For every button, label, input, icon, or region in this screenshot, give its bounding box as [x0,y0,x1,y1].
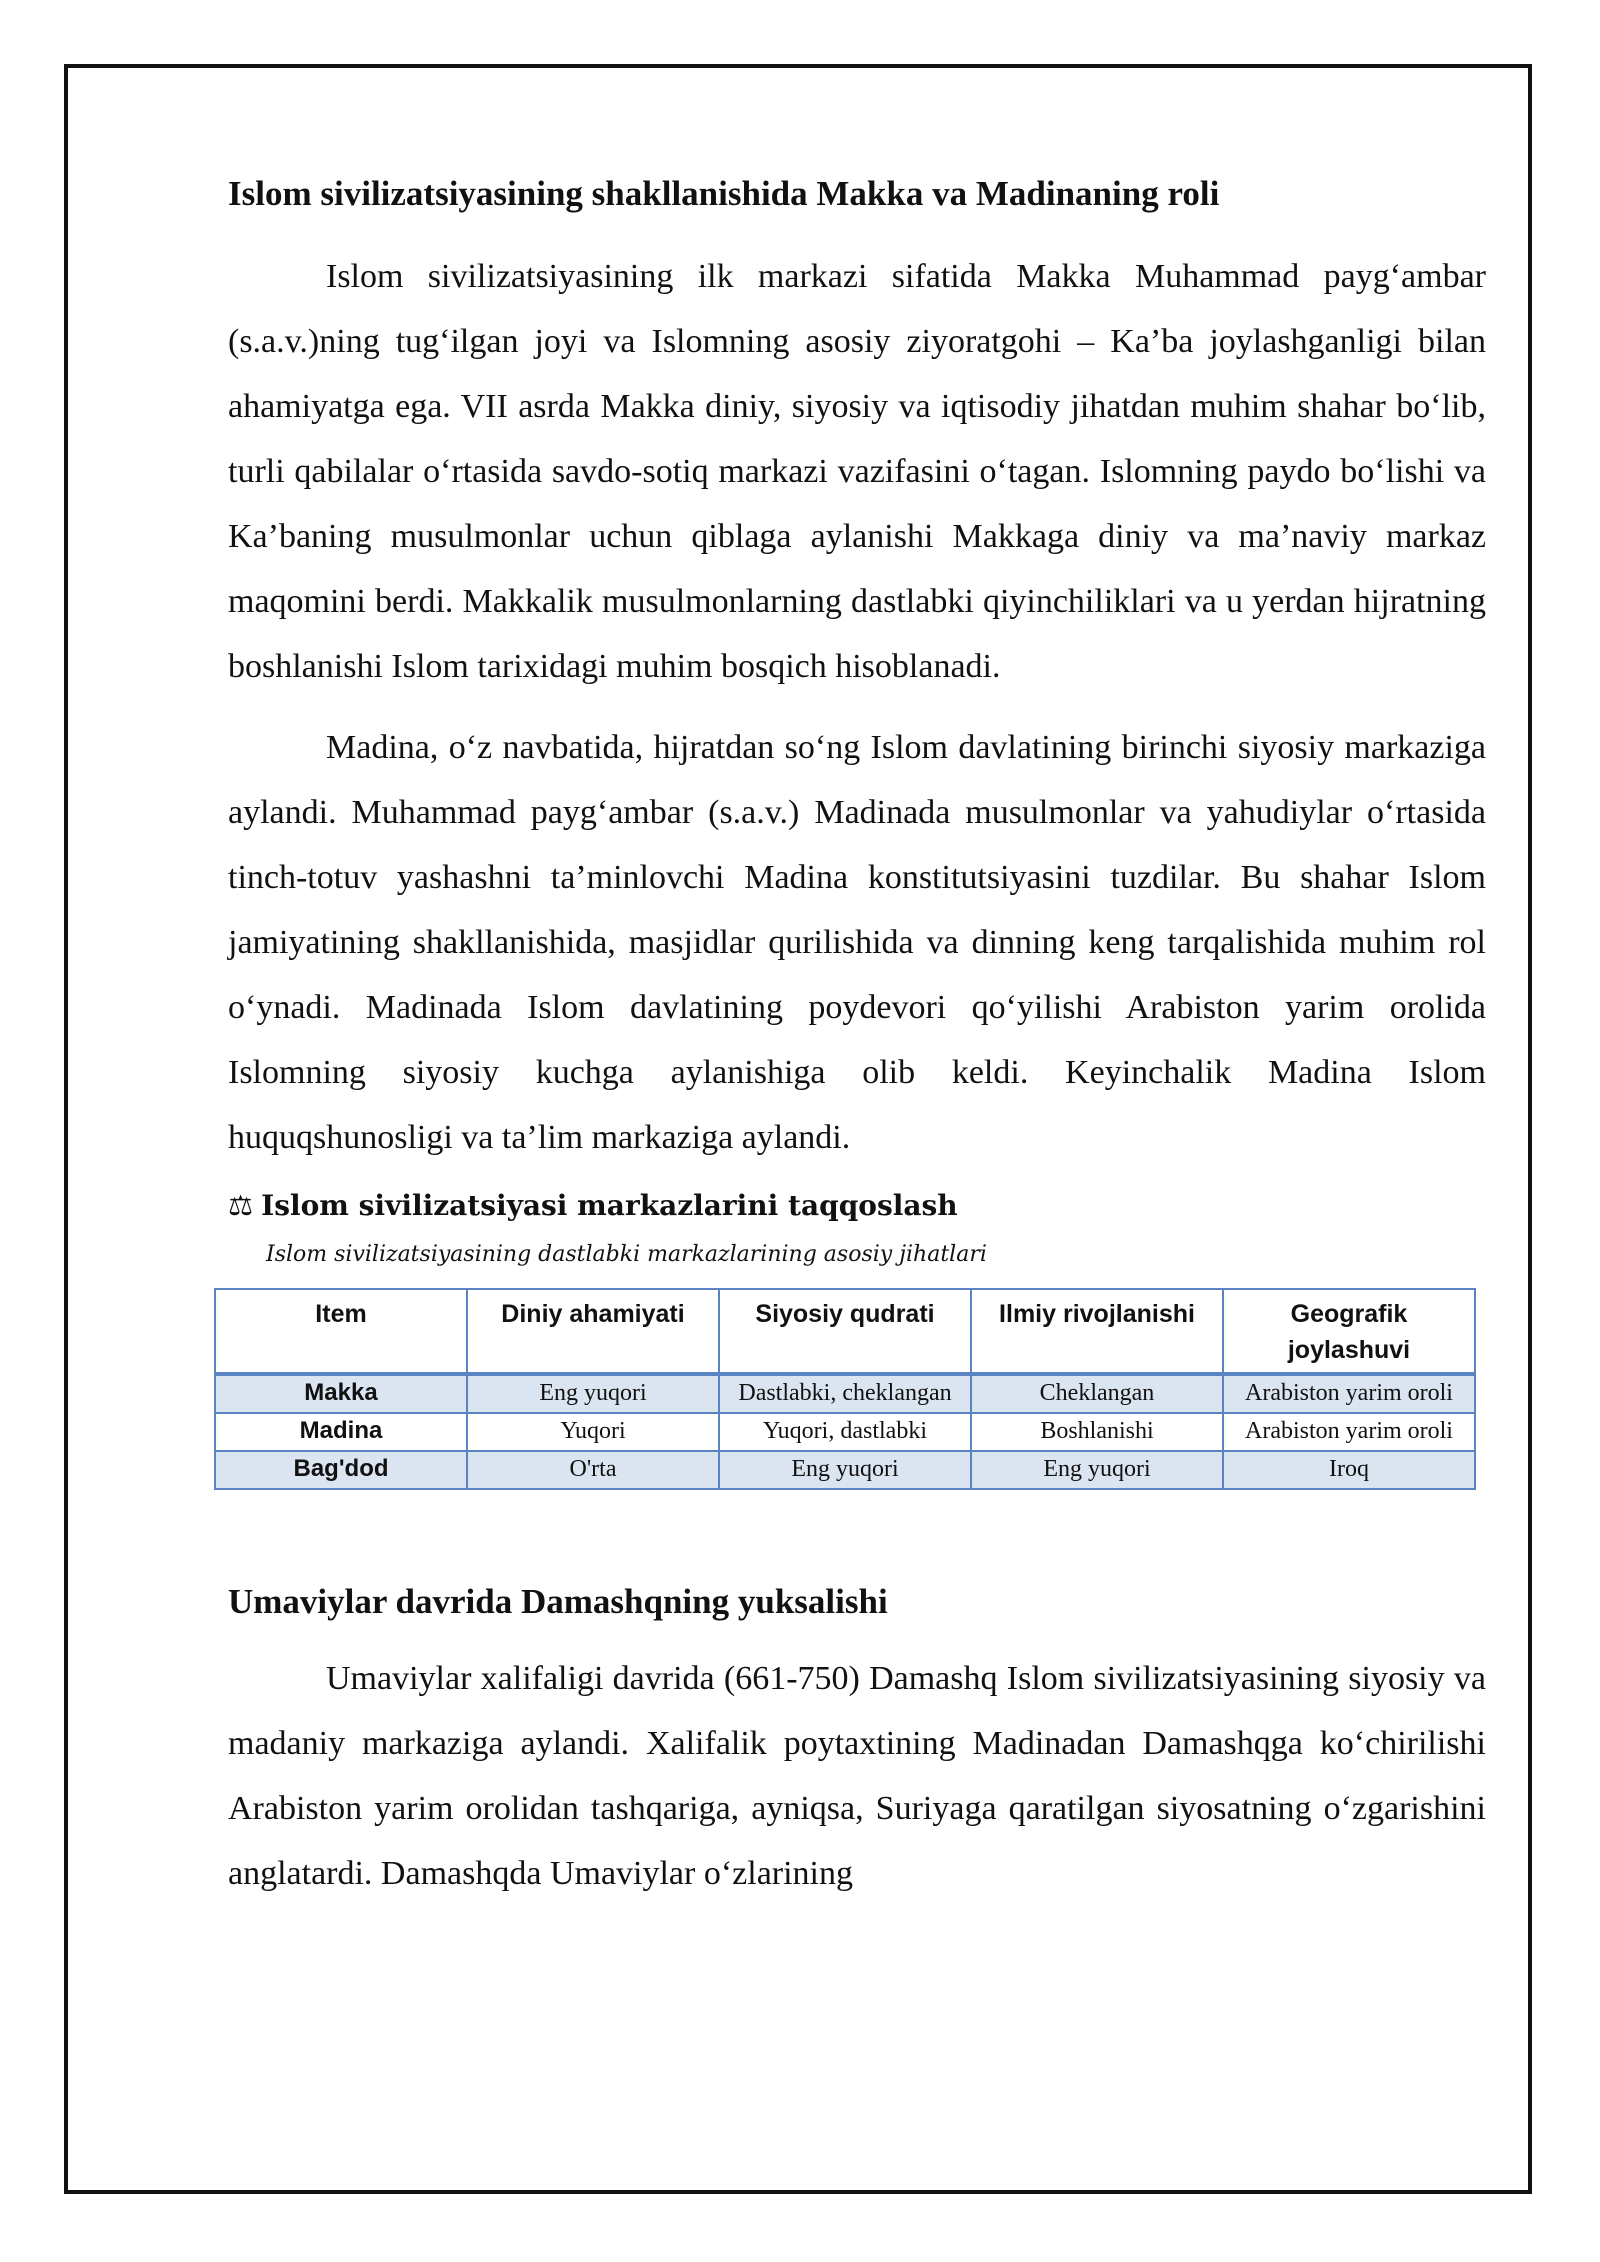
column-header-diniy-ahamiyati: Diniy ahamiyati [467,1289,719,1374]
table-cell: Eng yuqori [971,1451,1223,1489]
table-heading [228,1188,1486,1224]
column-header-geografik-joylashuvi: Geografik joylashuvi [1223,1289,1475,1374]
table-cell: Arabiston yarim oroli [1223,1413,1475,1451]
table-cell: Boshlanishi [971,1413,1223,1451]
paragraph-damashq: Umaviylar xalifaligi davrida (661-750) Damashq Islom sivilizatsiyasining siyosiy va madaniy markaziga aylandi. Xalifalik poytaxtining Madinadan Damashqga ko‘chirilishi Arabiston yarim orolidan tashqariga, ayniqsa, Suriyaga qaratilgan siyosatning o‘zgarishini anglatardi. Damashqda Umaviylar o‘zlarining [228,1660,1486,1892]
paragraph-makka: Islom sivilizatsiyasining ilk markazi sifatida Makka Muhammad payg‘ambar (s.a.v.)ning tug‘ilgan joyi va Islomning asosiy ziyoratgohi – Ka’ba joylashganligi bilan ahamiyatga ega. VII asrda Makka diniy, siyosiy va iqtisodiy jihatdan muhim shahar bo‘lib, turli qabilalar o‘rtasida savdo-sotiq markazi vazifasini o‘tagan. Islomning paydo bo‘lishi va Ka’baning musulmonlar uchun qiblaga aylanishi Makkaga diniy va ma’naviy markaz maqomini berdi. Makkalik musulmonlarning dastlabki qiyinchiliklari va u yerdan hijratning boshlanishi Islom tarixidagi muhim bosqich hisoblanadi. [228,258,1486,685]
document-content [228,170,1486,1922]
table-cell-rowhead: Bag'dod [215,1451,467,1489]
table-cell: Eng yuqori [719,1451,971,1489]
table-row [215,1413,1475,1451]
table-cell: Yuqori [467,1413,719,1451]
table-header-row [215,1289,1475,1374]
table-cell: Cheklangan [971,1374,1223,1413]
table-heading-text: Islom sivilizatsiyasi markazlarini taqqoslash [261,1189,958,1222]
table-cell: Arabiston yarim oroli [1223,1374,1475,1413]
table-cell-rowhead: Makka [215,1374,467,1413]
table-cell: Iroq [1223,1451,1475,1489]
scale-icon: ⚖ [228,1189,254,1222]
column-header-siyosiy-qudrati: Siyosiy qudrati [719,1289,971,1374]
section-title-makka-madina: Islom sivilizatsiyasining shakllanishida Makka va Madinaning roli [228,174,1220,213]
table-cell: Dastlabki, cheklangan [719,1374,971,1413]
table-cell: Eng yuqori [467,1374,719,1413]
column-header-item: Item [215,1289,467,1374]
table-subtitle: Islom sivilizatsiyasining dastlabki markazlarining asosiy jihatlari [266,1242,987,1267]
table-cell: Yuqori, dastlabki [719,1413,971,1451]
paragraph-madina: Madina, o‘z navbatida, hijratdan so‘ng Islom davlatining birinchi siyosiy markaziga aylandi. Muhammad payg‘ambar (s.a.v.) Madinada musulmonlar va yahudiylar o‘rtasida tinch-totuv yashashni ta’minlovchi Madina konstitutsiyasini tuzdilar. Bu shahar Islom jamiyatining shakllanishida, masjidlar qurilishida va dinning keng tarqalishida muhim rol o‘ynadi. Madinada Islom davlatining poydevori qo‘yilishi Arabiston yarim orolida Islomning siyosiy kuchga aylanishiga olib keldi. Keyinchalik Madina Islom huquqshunosligi va ta’lim markaziga aylandi. [228,729,1486,1156]
table-cell-rowhead: Madina [215,1413,467,1451]
table-cell: O'rta [467,1451,719,1489]
comparison-table [214,1288,1476,1490]
section-title-damashq: Umaviylar davrida Damashqning yuksalishi [228,1582,888,1621]
table-row [215,1451,1475,1489]
column-header-ilmiy-rivojlanishi: Ilmiy rivojlanishi [971,1289,1223,1374]
table-row [215,1374,1475,1413]
